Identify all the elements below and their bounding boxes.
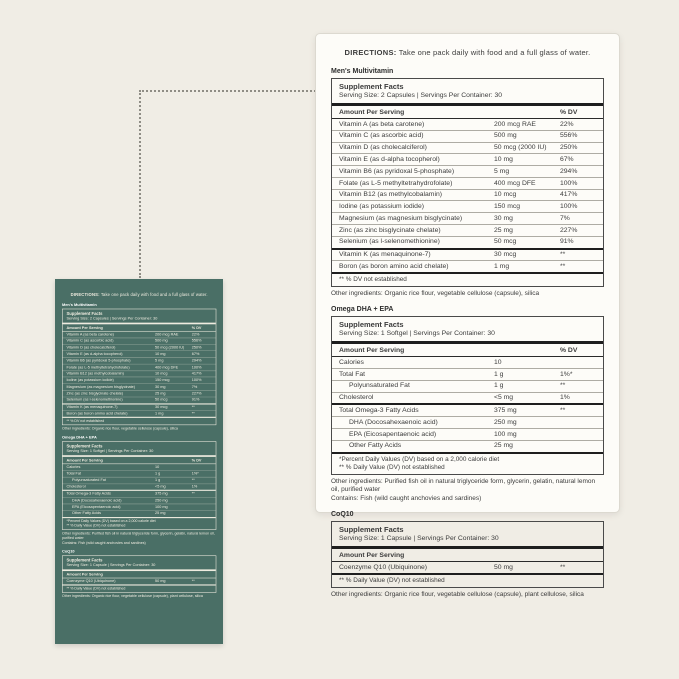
- facts-group: [332, 562, 603, 573]
- nutrient-amount: 10 mg: [494, 155, 513, 163]
- footnote: ** % Daily Value (DV) not established: [66, 586, 126, 591]
- facts-columns-header: [332, 106, 603, 119]
- nutrient-amount: 30 mcg: [155, 405, 168, 410]
- nutrient-name: Total Omega-3 Fatty Acids: [66, 491, 111, 496]
- nutrient-amount: 100 mg: [155, 505, 168, 509]
- nutrient-row: [63, 383, 216, 390]
- nutrient-dv: 1%: [560, 394, 570, 402]
- nutrient-dv: [192, 465, 212, 469]
- serving-info: Serving Size: 1 Softgel | Servings Per Container: 30: [339, 330, 495, 338]
- other-ingredients: Other ingredients: Organic rice flour, vegetable cellulose (capsule), plant cellulose, silica: [62, 594, 203, 599]
- nutrient-dv: **: [191, 411, 195, 416]
- facts-groups: [332, 119, 603, 272]
- nutrient-name: Iodine (as potassium iodide): [339, 203, 425, 211]
- nutrient-dv: [192, 505, 212, 509]
- nutrient-amount: 100 mg: [494, 430, 517, 438]
- nutrient-amount: 10 mcg: [494, 191, 517, 199]
- facts-groups: [63, 332, 216, 417]
- serving-info: Serving Size: 2 Capsules | Servings Per Container: 30: [339, 92, 503, 99]
- nutrient-amount: 30 mg: [155, 384, 166, 389]
- nutrient-amount: 5 mg: [494, 167, 510, 175]
- nutrient-row: [63, 491, 216, 497]
- nutrient-row: [332, 428, 603, 440]
- nutrient-dv: 417%: [560, 191, 578, 199]
- nutrient-name: Vitamin A (as beta carotene): [339, 120, 425, 128]
- facts-group: [63, 464, 216, 490]
- nutrient-amount: 1 mg: [155, 411, 164, 416]
- directions-text: [62, 292, 216, 297]
- facts-columns-header: [63, 457, 216, 464]
- nutrient-row: [63, 470, 216, 477]
- nutrient-amount: 400 mcg DFE: [494, 179, 536, 187]
- amount-per-serving-header: Amount Per Serving: [66, 325, 103, 330]
- nutrient-name: Vitamin B6 (as pyridoxal 5-phosphate): [339, 167, 455, 175]
- footnotes: [332, 573, 603, 587]
- nutrient-name: EPA (Eicosapentaenoic acid): [349, 430, 437, 438]
- other-ingredients: Other ingredients: Organic rice flour, vegetable cellulose (capsule), silica: [62, 426, 178, 431]
- nutrient-name: Vitamin D (as cholecalciferol): [66, 345, 116, 350]
- nutrient-row: [63, 504, 216, 511]
- nutrient-name: Selenium (as l-selenomethionine): [339, 238, 440, 246]
- nutrient-amount: 500 mg: [494, 132, 517, 140]
- footnote: ** % Daily Value (DV) not established: [66, 523, 126, 528]
- directions-label: DIRECTIONS:: [70, 292, 100, 298]
- nutrient-name: Vitamin D (as cholecalciferol): [339, 144, 427, 152]
- facts-group: [63, 403, 216, 417]
- nutrient-amount: 10: [155, 465, 160, 470]
- nutrient-row: [332, 142, 603, 154]
- callout-connector-vertical-line: [139, 90, 141, 278]
- supplement-section: [331, 511, 604, 599]
- amount-column-spacer: [155, 458, 192, 462]
- nutrient-dv: 91%: [560, 238, 574, 246]
- amount-per-serving-header: Amount Per Serving: [339, 551, 405, 559]
- amount-column-spacer: [494, 347, 560, 354]
- dv-header: % DV: [560, 108, 578, 116]
- nutrient-row: [332, 260, 603, 272]
- facts-group: [63, 490, 216, 517]
- nutrient-row: [332, 440, 603, 452]
- nutrient-row: [332, 200, 603, 212]
- directions-label: DIRECTIONS:: [344, 48, 397, 57]
- supplement-facts-box: [331, 78, 604, 288]
- nutrient-amount: 375 mg: [155, 491, 168, 496]
- nutrient-amount: 200 mcg RAE: [155, 332, 179, 337]
- nutrient-row: [332, 119, 603, 130]
- serving-info: Serving Size: 1 Softgel | Servings Per Container: 30: [66, 449, 154, 454]
- facts-header: [63, 442, 216, 457]
- facts-header: [332, 79, 603, 107]
- supplement-facts-box: [331, 521, 604, 588]
- supplement-facts-box: [62, 308, 216, 425]
- dv-header: % DV: [191, 325, 202, 330]
- nutrient-dv: 7%: [191, 384, 198, 389]
- nutrient-row: [63, 370, 216, 377]
- nutrient-row: [332, 165, 603, 177]
- amount-column-spacer: [155, 326, 192, 330]
- nutrient-name: Vitamin B12 (as methylcobalamin): [339, 191, 443, 199]
- facts-header: [332, 522, 603, 550]
- nutrient-row: [332, 250, 603, 261]
- nutrient-row: [63, 464, 216, 470]
- nutrient-row: [332, 130, 603, 142]
- nutrient-name: Coenzyme Q10 (Ubiquinone): [339, 563, 428, 571]
- nutrient-dv: 556%: [560, 132, 578, 140]
- footnote: ** % DV not established: [66, 419, 105, 423]
- nutrient-amount: 25 mg: [155, 391, 166, 396]
- facts-group: [63, 578, 216, 584]
- nutrient-name: Boron (as boron amino acid chelate): [339, 262, 449, 270]
- nutrient-row: [63, 497, 216, 504]
- nutrient-name: Calories: [66, 465, 81, 470]
- amount-per-serving-header: Amount Per Serving: [339, 346, 405, 354]
- supplement-section: [62, 436, 216, 546]
- nutrient-row: [332, 189, 603, 201]
- nutrient-row: [63, 477, 216, 484]
- facts-group: [332, 248, 603, 273]
- nutrient-name: Vitamin E (as d-alpha tocopherol): [339, 155, 440, 163]
- nutrient-name: Folate (as L-5 methyltetrahydrofolate): [66, 365, 130, 370]
- nutrient-name: Cholesterol: [339, 394, 374, 402]
- nutrient-name: Calories: [339, 358, 364, 366]
- nutrient-name: Vitamin A (as beta carotene): [66, 332, 114, 337]
- footnotes: [63, 517, 216, 530]
- nutrient-amount: 1 g: [155, 478, 161, 483]
- nutrient-amount: 50 mcg (2000 IU): [155, 345, 185, 350]
- nutrient-dv: [560, 359, 596, 367]
- dv-header: [192, 573, 212, 577]
- nutrient-row: [332, 562, 603, 573]
- nutrient-name: Coenzyme Q10 (Ubiquinone): [66, 579, 116, 584]
- nutrient-amount: 500 mg: [155, 338, 168, 343]
- nutrient-row: [332, 212, 603, 224]
- nutrient-dv: **: [191, 491, 195, 496]
- nutrient-dv: 556%: [191, 338, 202, 343]
- section-heading: CoQ10: [62, 549, 75, 554]
- directions-body: Take one pack daily with food and a full glass of water.: [398, 48, 591, 57]
- nutrient-row: [332, 177, 603, 189]
- other-ingredients: Other ingredients: Organic rice flour, vegetable cellulose (capsule), silica: [331, 290, 540, 298]
- nutrient-name: Vitamin C (as ascorbic acid): [66, 338, 114, 343]
- nutrient-row: [63, 338, 216, 345]
- nutrient-name: Zinc (as zinc bisglycinate chelate): [339, 226, 441, 234]
- nutrient-dv: [560, 442, 596, 450]
- nutrient-row: [332, 405, 603, 416]
- nutrient-name: Magnesium (as magnesium bisglycinate): [66, 384, 136, 389]
- nutrient-row: [63, 351, 216, 358]
- nutrient-amount: 150 mcg: [155, 378, 170, 383]
- nutrient-row: [63, 390, 216, 397]
- nutrient-dv: 227%: [191, 391, 202, 396]
- facts-group: [332, 403, 603, 451]
- section-heading: Men's Multivitamin: [331, 68, 394, 75]
- nutrient-dv: **: [191, 478, 195, 483]
- footnotes: [332, 272, 603, 286]
- nutrient-amount: 250 mg: [494, 418, 517, 426]
- nutrient-amount: <5 mg: [155, 484, 166, 489]
- nutrient-amount: 375 mg: [494, 406, 517, 414]
- nutrient-name: Vitamin B6 (as pyridoxal 5-phosphate): [66, 358, 131, 363]
- facts-title: Supplement Facts: [339, 319, 404, 329]
- amount-per-serving-header: Amount Per Serving: [339, 108, 405, 116]
- nutrient-amount: 1 g: [494, 370, 504, 378]
- nutrient-dv: **: [560, 262, 566, 270]
- nutrient-dv: 100%: [560, 203, 578, 211]
- nutrient-amount: 50 mcg: [494, 238, 517, 246]
- supplement-facts-box: [62, 555, 216, 593]
- nutrient-dv: 250%: [191, 345, 202, 350]
- nutrient-name: Vitamin K (as menaquinone-7): [66, 405, 118, 410]
- supplement-section: [331, 306, 604, 503]
- nutrient-row: [63, 578, 216, 584]
- dv-header: % DV: [560, 346, 578, 354]
- nutrient-dv: 67%: [560, 155, 574, 163]
- nutrient-row: [332, 416, 603, 428]
- nutrient-dv: 100%: [191, 378, 202, 383]
- nutrient-name: Cholesterol: [66, 484, 86, 489]
- directions-body: Take one pack daily with food and a full glass of water.: [100, 292, 208, 298]
- nutrient-name: Other Fatty Acids: [72, 511, 102, 516]
- nutrient-amount: 250 mg: [155, 498, 168, 503]
- facts-title: Supplement Facts: [66, 443, 103, 449]
- product-label: [55, 279, 223, 644]
- facts-groups: [63, 578, 216, 584]
- callout-connector-horizontal-line: [139, 90, 316, 92]
- nutrient-row: [332, 368, 603, 380]
- nutrient-amount: 30 mg: [494, 214, 513, 222]
- section-heading: CoQ10: [331, 511, 354, 519]
- nutrient-name: Zinc (as zinc bisglycinate chelate): [66, 391, 124, 396]
- nutrient-name: DHA (Docosahexaenoic acid): [72, 498, 122, 503]
- nutrient-dv: 22%: [191, 332, 200, 337]
- amount-column-spacer: [155, 573, 192, 577]
- facts-groups: [63, 464, 216, 516]
- facts-groups: [332, 562, 603, 573]
- facts-columns-header: [332, 549, 603, 562]
- footnote: *Percent Daily Values (DV) based on a 2,000 calorie diet: [66, 518, 156, 523]
- nutrient-dv: 7%: [560, 214, 570, 222]
- amount-column-spacer: [494, 552, 560, 559]
- nutrient-row: [63, 332, 216, 338]
- nutrient-dv: 100%: [560, 179, 578, 187]
- nutrient-name: Iodine (as potassium iodide): [66, 378, 114, 383]
- nutrient-amount: 10 mg: [155, 352, 166, 357]
- nutrient-row: [332, 357, 603, 368]
- facts-columns-header: [63, 571, 216, 578]
- nutrient-name: Other Fatty Acids: [349, 442, 402, 450]
- nutrient-name: Folate (as L-5 methyltetrahydrofolate): [339, 179, 453, 187]
- nutrient-dv: 250%: [560, 144, 578, 152]
- footnotes: [63, 417, 216, 425]
- nutrient-amount: 50 mg: [155, 579, 166, 584]
- footnote: ** % DV not established: [339, 276, 407, 284]
- section-heading: Omega DHA + EPA: [331, 306, 394, 314]
- nutrient-name: Boron (as boron amino acid chelate): [66, 411, 128, 416]
- dv-header: [560, 552, 596, 559]
- facts-title: Supplement Facts: [66, 557, 103, 563]
- nutrient-dv: 100%: [191, 365, 202, 370]
- facts-columns-header: [63, 324, 216, 331]
- footnotes: [332, 452, 603, 475]
- nutrient-dv: [560, 419, 596, 427]
- nutrient-dv: **: [191, 405, 195, 410]
- facts-groups: [332, 357, 603, 451]
- nutrient-row: [332, 380, 603, 392]
- facts-header: [63, 309, 216, 324]
- nutrient-amount: 5 mg: [155, 358, 164, 363]
- nutrient-dv: [560, 431, 596, 439]
- nutrient-dv: 91%: [191, 398, 200, 402]
- product-label-content-area: [55, 279, 223, 644]
- facts-title: Supplement Facts: [66, 310, 103, 316]
- amount-per-serving-header: Amount Per Serving: [66, 458, 103, 463]
- facts-zoom-content: [331, 48, 604, 599]
- nutrient-dv: 22%: [560, 120, 574, 128]
- other-ingredients: Other ingredients: Purified fish oil in natural triglyceride form, glycerin, gelatin, natural lemon oil, purified water: [62, 531, 215, 540]
- nutrient-dv: 227%: [560, 226, 578, 234]
- nutrient-name: Total Fat: [339, 370, 366, 378]
- nutrient-dv: 1%*: [191, 471, 199, 476]
- footnote: ** % Daily Value (DV) not established: [339, 464, 445, 472]
- contains-statement: Contains: Fish (wild caught anchovies and sardines): [62, 541, 146, 545]
- nutrient-row: [63, 483, 216, 490]
- nutrient-dv: 417%: [191, 371, 202, 376]
- nutrient-amount: 400 mcg DFE: [155, 365, 179, 370]
- contains-statement: Contains: Fish (wild caught anchovies and sardines): [331, 495, 482, 503]
- nutrient-dv: [192, 512, 212, 516]
- serving-info: Serving Size: 2 Capsules | Servings Per Container: 30: [66, 316, 158, 321]
- facts-columns-header: [332, 344, 603, 357]
- nutrient-dv: 67%: [191, 352, 200, 357]
- nutrient-name: Magnesium (as magnesium bisglycinate): [339, 214, 463, 222]
- directions-text: [331, 48, 604, 57]
- facts-group: [332, 357, 603, 403]
- nutrient-row: [332, 392, 603, 404]
- nutrient-amount: 1 g: [494, 382, 504, 390]
- nutrient-row: [63, 357, 216, 364]
- nutrient-name: Total Fat: [66, 471, 81, 476]
- nutrient-name: Total Omega-3 Fatty Acids: [339, 406, 419, 414]
- amount-per-serving-header: Amount Per Serving: [66, 572, 103, 577]
- footnote: ** % Daily Value (DV) not established: [339, 576, 445, 584]
- nutrient-name: Vitamin E (as d-alpha tocopherol): [66, 352, 123, 357]
- nutrient-name: DHA (Docosahexaenoic acid): [349, 418, 438, 426]
- facts-group: [332, 119, 603, 248]
- facts-header: [332, 317, 603, 345]
- nutrient-dv: 1%*: [560, 370, 573, 378]
- nutrient-dv: 1%: [191, 484, 198, 489]
- nutrient-row: [63, 510, 216, 517]
- nutrient-row: [63, 397, 216, 404]
- nutrient-row: [63, 410, 216, 417]
- nutrient-name: Vitamin K (as menaquinone-7): [339, 251, 431, 259]
- other-ingredients: Other ingredients: Purified fish oil in natural triglyceride form, glycerin, gelatin, natural lemon oil, purified water: [331, 478, 596, 494]
- nutrient-dv: 294%: [560, 167, 578, 175]
- facts-header: [63, 556, 216, 571]
- section-heading: Omega DHA + EPA: [62, 435, 97, 440]
- nutrient-dv: **: [560, 563, 566, 571]
- nutrient-amount: 150 mcg: [494, 203, 521, 211]
- footnotes: [63, 584, 216, 592]
- nutrient-amount: 25 mg: [155, 511, 166, 516]
- nutrient-amount: 50 mg: [494, 563, 513, 571]
- nutrient-amount: 10 mcg: [155, 371, 168, 376]
- nutrient-amount: 10: [494, 358, 502, 366]
- nutrient-row: [63, 404, 216, 410]
- nutrient-row: [63, 364, 216, 371]
- nutrient-name: Polyunsaturated Fat: [349, 382, 410, 390]
- nutrient-name: Selenium (as l-selenomethionine): [66, 398, 123, 402]
- nutrient-amount: <5 mg: [494, 394, 514, 402]
- amount-column-spacer: [494, 109, 560, 116]
- nutrient-row: [332, 153, 603, 165]
- supplement-section: [62, 550, 216, 599]
- nutrient-name: Polyunsaturated Fat: [72, 478, 106, 483]
- nutrient-row: [63, 344, 216, 351]
- nutrient-amount: 25 mg: [494, 226, 513, 234]
- nutrient-dv: 294%: [191, 358, 202, 363]
- nutrient-dv: **: [191, 579, 195, 584]
- nutrient-row: [63, 377, 216, 384]
- serving-info: Serving Size: 1 Capsule | Servings Per Container: 30: [339, 535, 499, 543]
- nutrient-dv: **: [560, 251, 566, 259]
- nutrient-dv: [192, 499, 212, 503]
- supplement-section: [62, 303, 216, 431]
- nutrient-amount: 50 mcg (2000 IU): [494, 144, 547, 152]
- serving-info: Serving Size: 1 Capsule | Servings Per Container: 30: [66, 563, 156, 568]
- footnote: *Percent Daily Values (DV) based on a 2,000 calorie diet: [339, 455, 500, 463]
- facts-title: Supplement Facts: [339, 81, 404, 91]
- nutrient-dv: **: [560, 382, 566, 390]
- label-facts-content: [62, 292, 216, 599]
- nutrient-row: [332, 236, 603, 248]
- nutrient-name: Vitamin B12 (as methylcobalamin): [66, 371, 124, 376]
- nutrient-amount: 50 mcg: [155, 398, 168, 402]
- section-heading: Men's Multivitamin: [62, 303, 97, 308]
- supplement-facts-box: [62, 441, 216, 530]
- nutrient-dv: **: [560, 406, 566, 414]
- supplement-facts-box: [331, 316, 604, 475]
- other-ingredients: Other ingredients: Organic rice flour, vegetable cellulose (capsule), plant cellulose, silica: [331, 591, 584, 599]
- facts-group: [63, 332, 216, 404]
- nutrient-amount: 200 mcg RAE: [494, 120, 536, 128]
- facts-zoom-panel: [315, 33, 620, 599]
- nutrient-amount: 1 mg: [494, 262, 510, 270]
- nutrient-name: Vitamin C (as ascorbic acid): [339, 132, 424, 140]
- facts-title: Supplement Facts: [339, 524, 404, 534]
- nutrient-name: EPA (Eicosapentaenoic acid): [72, 505, 121, 509]
- supplement-section: [331, 68, 604, 298]
- nutrient-row: [332, 224, 603, 236]
- nutrient-amount: 1 g: [155, 471, 161, 476]
- nutrient-amount: 25 mg: [494, 442, 513, 450]
- dv-header: % DV: [191, 458, 202, 463]
- nutrient-amount: 30 mcg: [494, 251, 517, 259]
